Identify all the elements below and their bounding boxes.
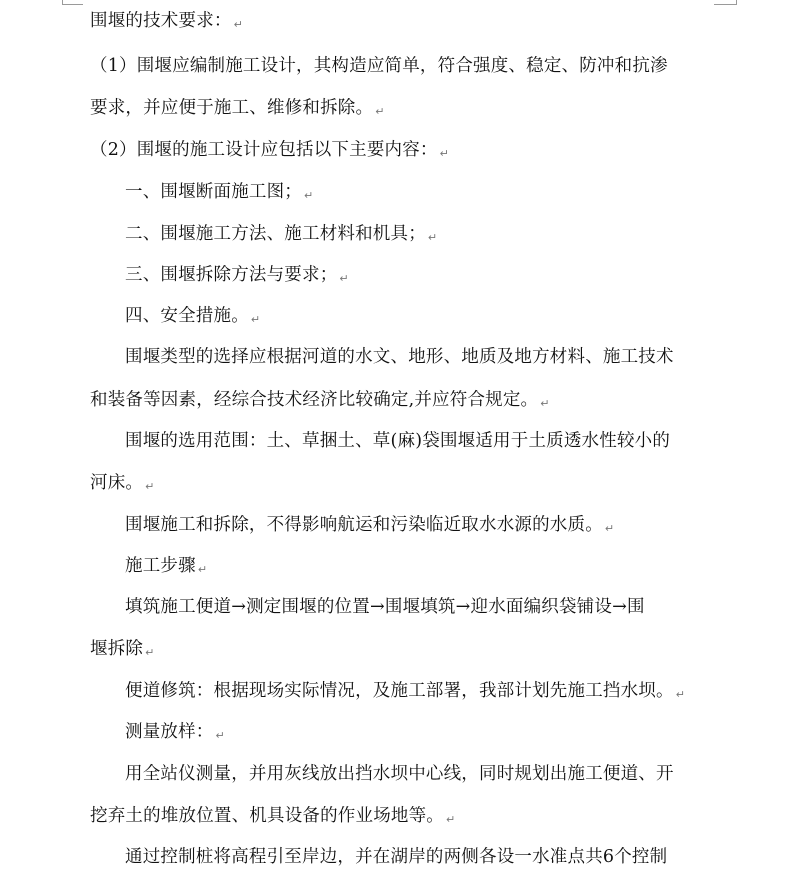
paragraph-mark: ↵ bbox=[375, 105, 385, 118]
text-line: 通过控制桩将高程引至岸边，并在湖岸的两侧各设一水准点共6个控制 bbox=[125, 847, 668, 867]
text-line: 河床。 ↵ bbox=[90, 473, 155, 493]
paragraph-mark: ↵ bbox=[250, 313, 261, 326]
text-line: 便道修筑：根据现场实际情况，及施工部署，我部计划先施工挡水坝。 ↵ bbox=[125, 681, 686, 701]
paragraph-mark: ↵ bbox=[215, 729, 225, 742]
text-line: （2）围堰的施工设计应包括以下主要内容： ↵ bbox=[90, 140, 450, 160]
text-line: 围堰的技术要求： ↵ bbox=[90, 11, 244, 31]
text-line: 围堰施工和拆除，不得影响航运和污染临近取水水源的水质。 ↵ bbox=[125, 515, 615, 535]
paragraph-mark: ↵ bbox=[233, 18, 244, 31]
paragraph-mark: ↵ bbox=[540, 397, 550, 410]
paragraph-mark: ↵ bbox=[675, 688, 686, 701]
paragraph-mark: ↵ bbox=[427, 231, 438, 244]
text-line: 要求，并应便于施工、维修和拆除。 ↵ bbox=[90, 98, 385, 118]
paragraph-mark: ↵ bbox=[197, 563, 208, 576]
paragraph-mark: ↵ bbox=[304, 189, 314, 202]
paragraph-mark: ↵ bbox=[145, 480, 155, 493]
text-line: 挖弃土的堆放位置、机具设备的作业场地等。 ↵ bbox=[90, 806, 456, 826]
paragraph-mark: ↵ bbox=[439, 147, 450, 160]
paragraph-mark: ↵ bbox=[446, 813, 456, 826]
text-line: 二、围堰施工方法、施工材料和机具； ↵ bbox=[125, 224, 438, 244]
text-line: 施工步骤 ↵ bbox=[125, 556, 208, 576]
paragraph-mark: ↵ bbox=[339, 272, 349, 285]
text-line: 围堰类型的选择应根据河道的水文、地形、地质及地方材料、施工技术 bbox=[125, 347, 674, 367]
paragraph-mark: ↵ bbox=[145, 646, 155, 659]
text-line: 填筑施工便道→测定围堰的位置→围堰填筑→迎水面编织袋铺设→围 bbox=[125, 597, 645, 617]
text-line: （1）围堰应编制施工设计，其构造应简单，符合强度、稳定、防冲和抗渗 bbox=[90, 56, 668, 76]
paragraph-mark: ↵ bbox=[604, 522, 615, 535]
text-line: 用全站仪测量，并用灰线放出挡水坝中心线，同时规划出施工便道、开 bbox=[125, 764, 674, 784]
text-line: 测量放样： ↵ bbox=[125, 722, 225, 742]
text-line: 围堰的选用范围：土、草捆土、草(麻)袋围堰适用于土质透水性较小的 bbox=[125, 431, 671, 451]
text-line: 堰拆除 ↵ bbox=[90, 639, 155, 659]
text-line: 三、围堰拆除方法与要求； ↵ bbox=[125, 265, 349, 285]
text-line: 和装备等因素，经综合技术经济比较确定,并应符合规定。 ↵ bbox=[90, 390, 550, 410]
text-line: 一、围堰断面施工图； ↵ bbox=[125, 182, 314, 202]
text-line: 四、安全措施。 ↵ bbox=[125, 306, 261, 326]
